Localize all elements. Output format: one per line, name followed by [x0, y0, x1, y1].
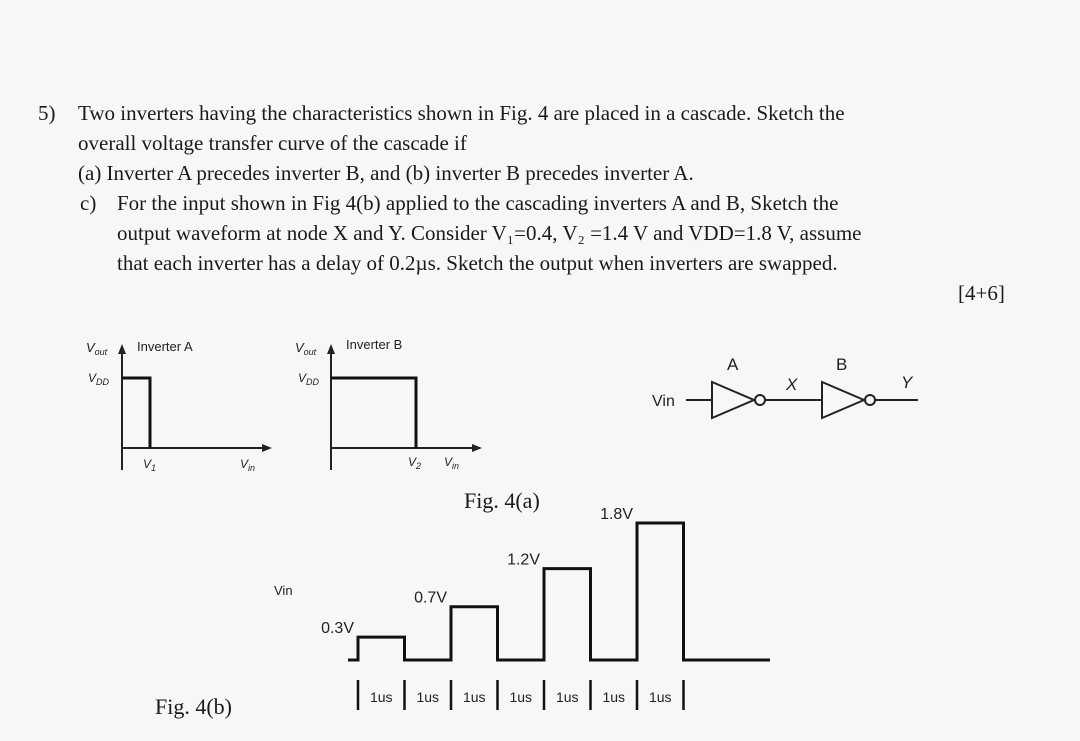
level-label: 1.2V	[507, 551, 540, 569]
node-x-label: X	[786, 375, 798, 394]
svg-text:Vin	[240, 457, 255, 473]
inverter-a-vdd-label: V	[88, 371, 97, 385]
interval-label: 1us	[555, 689, 579, 705]
svg-text:V2	[408, 455, 421, 471]
inverter-a-v1-label: V	[143, 457, 152, 471]
question-part-a: (a) Inverter A precedes inverter B, and (b) inverter B precedes inverter A.	[78, 161, 694, 185]
interval-labels	[358, 680, 684, 710]
y-axis-arrow-icon	[118, 344, 126, 354]
svg-text:VDD	[88, 371, 110, 387]
figure-a-caption: Fig. 4(a)	[464, 488, 540, 513]
question-part-c-line-3: that each inverter has a delay of 0.2µs. Sketch the output when inverters are swapped.	[117, 251, 838, 275]
gate-a-label: A	[727, 355, 739, 374]
interval-label: 1us	[416, 689, 440, 705]
inverter-a-xaxis-sub: in	[248, 463, 256, 473]
interval-label: 1us	[462, 689, 486, 705]
inverter-a-vdd-sub: DD	[96, 377, 110, 387]
level-label: 0.3V	[321, 620, 354, 638]
inverter-b-yaxis-label: V	[295, 340, 304, 355]
inverter-a-v1-sub: 1	[151, 463, 157, 473]
inverter-b-v2-label: V	[408, 455, 417, 469]
question-line-2: overall voltage transfer curve of the cascade if	[78, 131, 467, 155]
question-part-c-line-1: For the input shown in Fig 4(b) applied to the cascading inverters A and B, Sketch the	[117, 191, 839, 215]
inverter-a-yaxis-sub: out	[94, 347, 108, 357]
inverter-a-title: Inverter A	[137, 339, 193, 354]
question-line-1: Two inverters having the characteristics shown in Fig. 4 are placed in a cascade. Sketch the	[78, 101, 845, 125]
svg-text:V1	[143, 457, 156, 473]
gate-b-label: B	[836, 355, 848, 374]
inverter-a-vtc	[86, 339, 272, 473]
level-labels	[321, 506, 633, 637]
svg-text:VDD	[298, 371, 320, 387]
interval-label: 1us	[602, 689, 626, 705]
inverter-b-curve	[331, 378, 416, 448]
interval-label: 1us	[509, 689, 533, 705]
inverter-b-xaxis-sub: in	[452, 461, 460, 471]
svg-text:Vin	[444, 455, 459, 471]
inverter-b-vtc	[295, 337, 482, 471]
waveform-signal-label: Vin	[274, 583, 293, 598]
svg-text:Vout	[86, 340, 108, 357]
x-axis-arrow-icon	[262, 444, 272, 452]
interval-label: 1us	[369, 689, 393, 705]
inverter-b-vdd-sub: DD	[306, 377, 320, 387]
question-part-c-label: c)	[80, 191, 97, 215]
circuit-input-label: Vin	[652, 393, 675, 410]
output-y-label: Y	[901, 373, 913, 392]
level-label: 1.8V	[600, 506, 633, 523]
input-waveform	[274, 506, 770, 710]
figure-b-caption: Fig. 4(b)	[155, 694, 232, 719]
inverter-b-xaxis-label: V	[444, 455, 453, 469]
inverter-a-curve	[122, 378, 150, 448]
inverter-a-gate-icon	[712, 382, 754, 418]
inverter-a-xaxis-label: V	[240, 457, 249, 471]
cascade-circuit	[652, 355, 918, 418]
inverter-b-vdd-label: V	[298, 371, 307, 385]
interval-label: 1us	[648, 689, 672, 705]
level-label: 0.7V	[414, 589, 447, 607]
inverter-b-gate-icon	[822, 382, 864, 418]
question-marks: [4+6]	[958, 281, 1005, 305]
y-axis-arrow-icon	[327, 344, 335, 354]
waveform-line	[348, 523, 770, 660]
inverter-b-v2-sub: 2	[416, 461, 422, 471]
question-part-c-line-2: output waveform at node X and Y. Consider V₁=0.4, V₂ =1.4 V and VDD=1.8 V, assume	[117, 221, 862, 245]
x-axis-arrow-icon	[472, 444, 482, 452]
inverter-b-title: Inverter B	[346, 337, 403, 352]
inverter-b-yaxis-sub: out	[303, 347, 317, 357]
inverter-a-yaxis-label: V	[86, 340, 95, 355]
svg-text:Vout	[295, 340, 317, 357]
question-number: 5)	[38, 101, 56, 125]
